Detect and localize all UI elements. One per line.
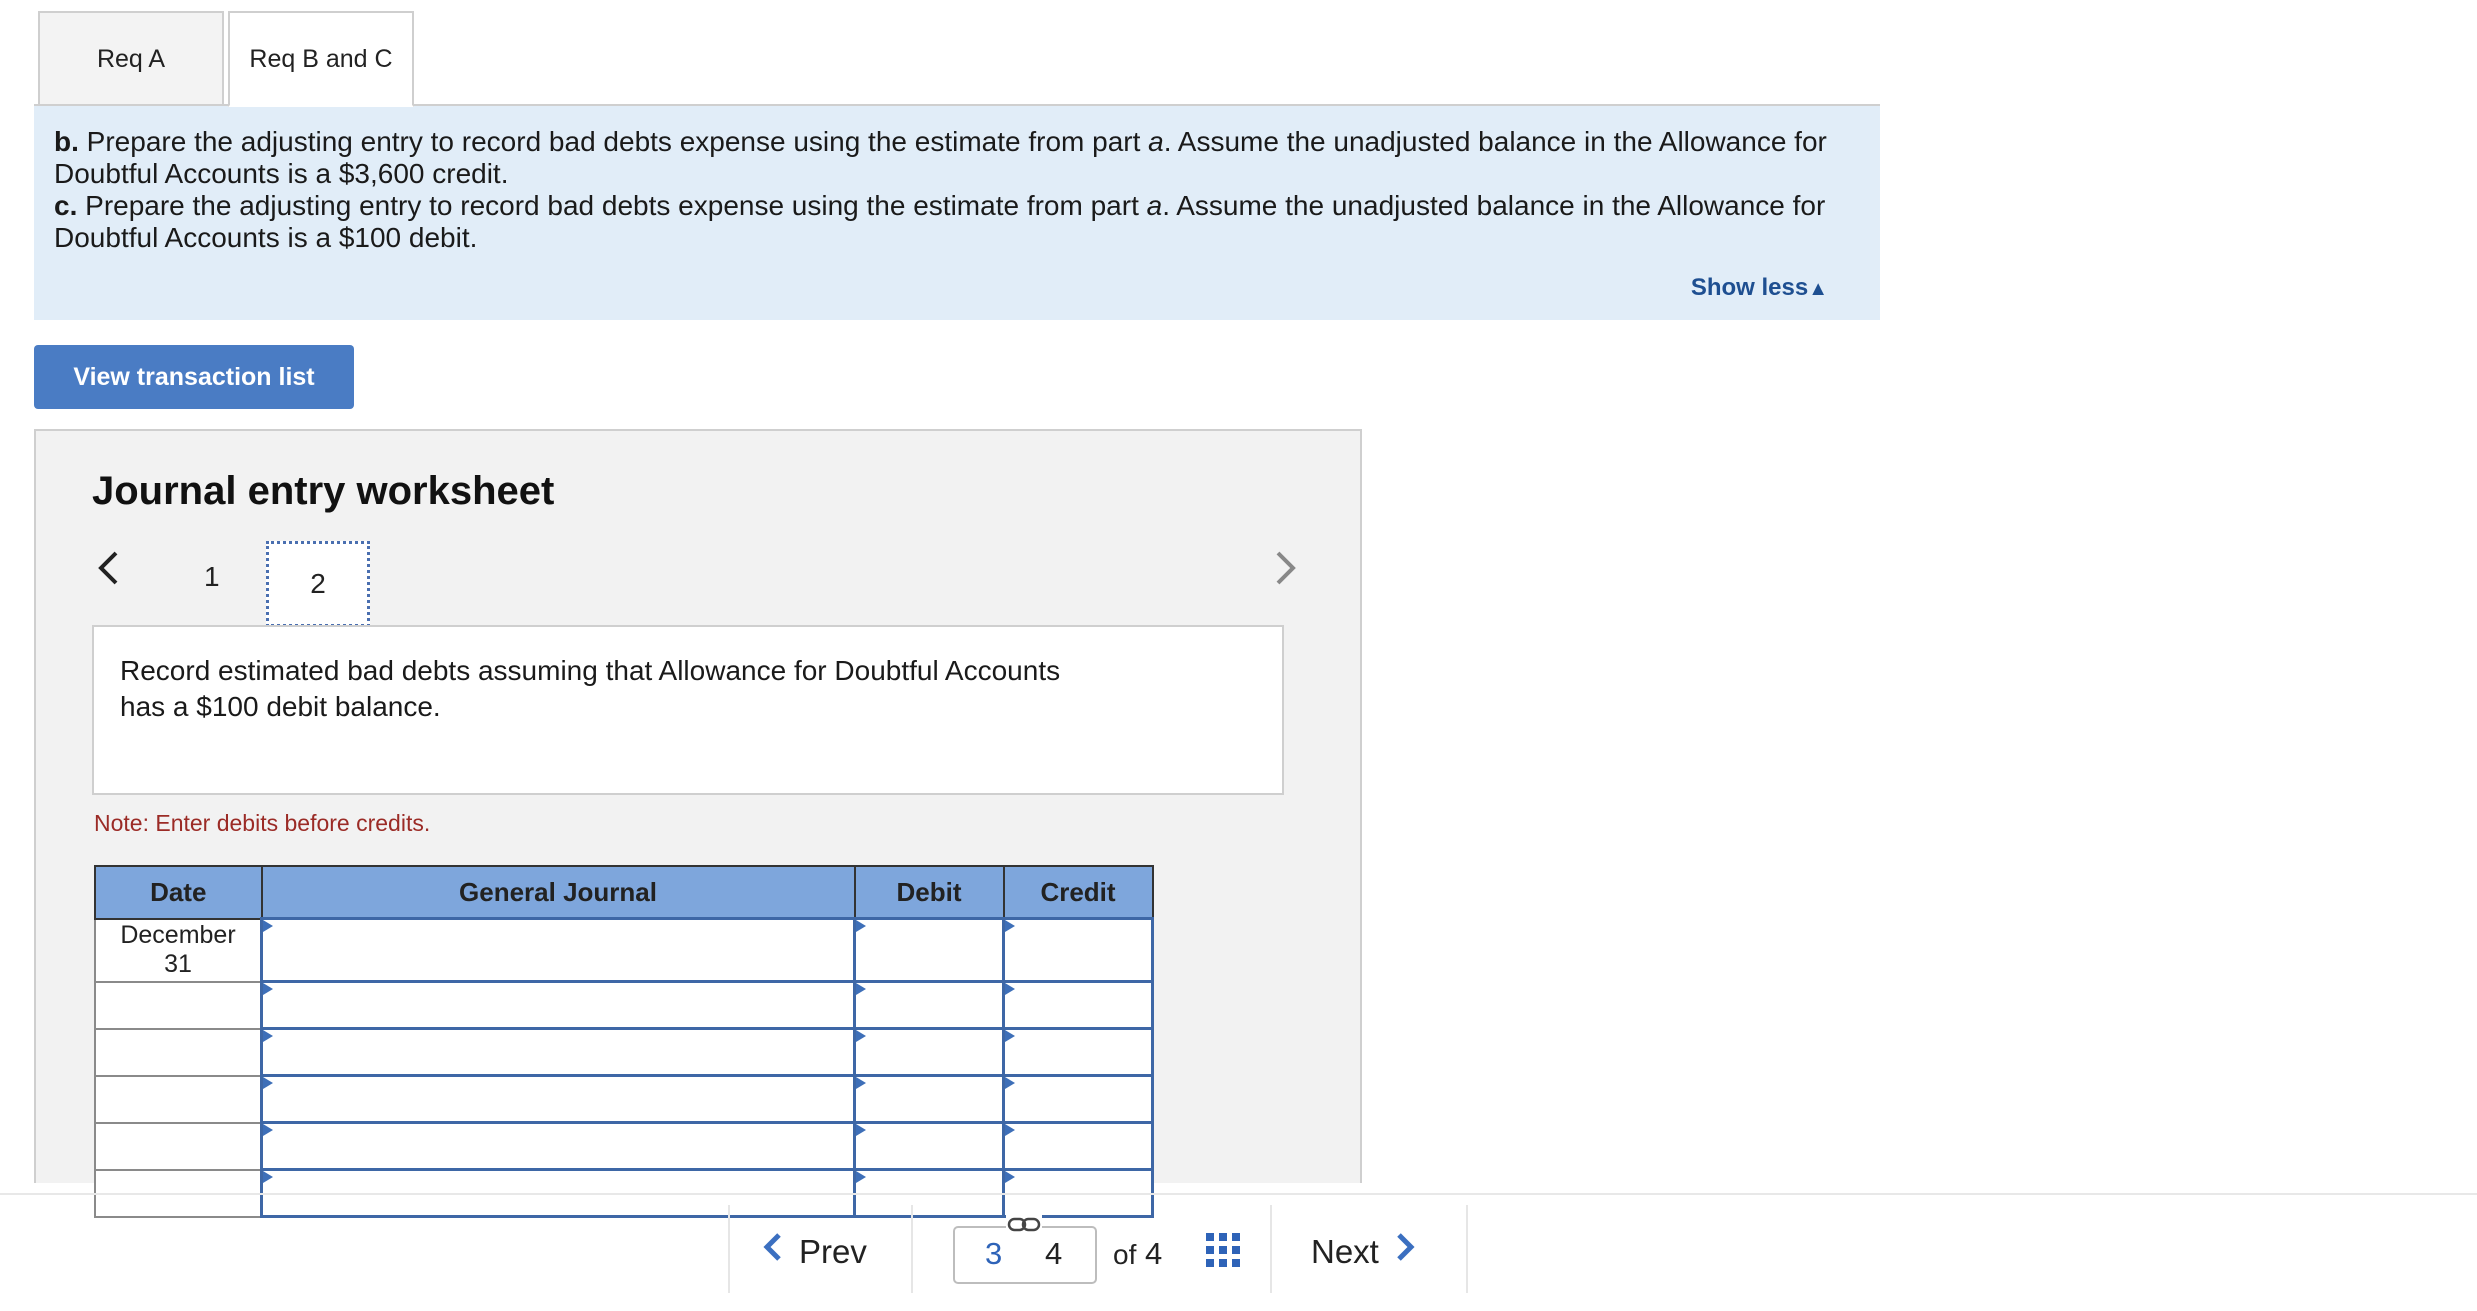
general-journal-table: [94, 865, 1154, 1218]
credit-input[interactable]: [1004, 919, 1153, 982]
nav-separator: [728, 1205, 730, 1293]
debit-input[interactable]: [855, 1076, 1004, 1123]
dropdown-marker-icon: [263, 1124, 273, 1136]
dropdown-marker-icon: [856, 1077, 866, 1089]
general-journal-column-header: General Journal: [262, 866, 855, 919]
next-label: Next: [1311, 1232, 1379, 1270]
chevron-left-icon[interactable]: [96, 549, 120, 597]
date-cell: [95, 1123, 262, 1170]
general-journal-input[interactable]: [262, 982, 855, 1029]
debit-input[interactable]: [855, 982, 1004, 1029]
worksheet-page-1[interactable]: 1: [204, 561, 220, 592]
dropdown-marker-icon: [263, 920, 273, 932]
dropdown-marker-icon: [1005, 1077, 1015, 1089]
dropdown-marker-icon: [856, 920, 866, 932]
triangle-up-icon: ▲: [1808, 278, 1828, 300]
dropdown-marker-icon: [1005, 1171, 1015, 1183]
debit-input[interactable]: [855, 919, 1004, 982]
chevron-right-icon[interactable]: [1274, 549, 1298, 597]
total-pages: 4: [1144, 1236, 1163, 1271]
requirement-tabs: [38, 11, 414, 107]
worksheet-title: Journal entry worksheet: [92, 469, 555, 513]
entry-description: [92, 625, 1284, 795]
dropdown-marker-icon: [263, 1171, 273, 1183]
credit-input[interactable]: [1004, 1076, 1153, 1123]
instructions-panel: [34, 106, 1880, 320]
show-less-link[interactable]: [1691, 272, 1828, 305]
entry-description-line-1: Record estimated bad debts assuming that Allowance for Doubtful Accounts: [120, 655, 1061, 686]
dropdown-marker-icon: [856, 983, 866, 995]
date-cell: [95, 1076, 262, 1123]
view-transaction-list-button[interactable]: View transaction list: [34, 345, 354, 409]
tab-req-a[interactable]: Req A: [38, 11, 224, 105]
table-header-row: [95, 866, 1153, 919]
bottom-nav-divider: [0, 1193, 2477, 1195]
general-journal-input[interactable]: [262, 1076, 855, 1123]
debit-credit-note: Note: Enter debits before credits.: [94, 810, 431, 836]
nav-separator: [1270, 1205, 1272, 1293]
dropdown-marker-icon: [263, 1030, 273, 1042]
dropdown-marker-icon: [1005, 983, 1015, 995]
date-cell: [95, 1029, 262, 1076]
date-cell: December 31: [95, 919, 262, 982]
current-page-number[interactable]: 3: [985, 1236, 1003, 1271]
entry-description-line-2: has a $100 debit balance.: [120, 691, 441, 722]
debit-column-header: Debit: [855, 866, 1004, 919]
date-column-header: Date: [95, 866, 262, 919]
table-row: [95, 1123, 1153, 1170]
table-row: [95, 919, 1153, 982]
debit-input[interactable]: [855, 1123, 1004, 1170]
table-row: [95, 1029, 1153, 1076]
dropdown-marker-icon: [856, 1124, 866, 1136]
dropdown-marker-icon: [1005, 920, 1015, 932]
page-count: [1113, 1236, 1162, 1272]
dropdown-marker-icon: [856, 1030, 866, 1042]
chevron-right-icon: [1395, 1231, 1415, 1272]
chevron-left-icon: [763, 1231, 783, 1272]
nav-separator: [1466, 1205, 1468, 1293]
credit-input[interactable]: [1004, 982, 1153, 1029]
nav-separator: [911, 1205, 913, 1293]
dropdown-marker-icon: [263, 1077, 273, 1089]
table-row: [95, 1076, 1153, 1123]
date-cell: [95, 982, 262, 1029]
dropdown-marker-icon: [263, 983, 273, 995]
general-journal-input[interactable]: [262, 1029, 855, 1076]
dropdown-marker-icon: [1005, 1124, 1015, 1136]
credit-input[interactable]: [1004, 1029, 1153, 1076]
table-row: [95, 982, 1153, 1029]
debit-input[interactable]: [855, 1029, 1004, 1076]
general-journal-input[interactable]: [262, 1123, 855, 1170]
general-journal-input[interactable]: [262, 919, 855, 982]
prev-button[interactable]: [763, 1231, 867, 1272]
link-icon: [1006, 1214, 1042, 1236]
dropdown-marker-icon: [856, 1171, 866, 1183]
instruction-c: c. Prepare the adjusting entry to record bad debts expense using the estimate from part a. Assume the unadjusted balance in the Allowance for Doubtful Accounts is a $100 debit.: [54, 190, 1826, 253]
journal-entry-worksheet: [34, 429, 1362, 1183]
next-button[interactable]: [1311, 1231, 1415, 1272]
prev-label: Prev: [799, 1232, 867, 1270]
worksheet-page-2[interactable]: 2: [266, 541, 370, 627]
instruction-b: b. Prepare the adjusting entry to record bad debts expense using the estimate from part a. Assume the unadjusted balance in the Allowance for Doubtful Accounts is a $3,600 credit.: [54, 126, 1827, 189]
tab-req-b-and-c[interactable]: Req B and C: [228, 11, 414, 107]
show-less-label: Show less: [1690, 274, 1809, 301]
credit-input[interactable]: [1004, 1123, 1153, 1170]
of-label: of: [1113, 1239, 1137, 1270]
next-page-number[interactable]: 4: [1045, 1236, 1063, 1271]
dropdown-marker-icon: [1005, 1030, 1015, 1042]
credit-column-header: Credit: [1004, 866, 1153, 919]
grid-icon[interactable]: [1206, 1233, 1240, 1267]
